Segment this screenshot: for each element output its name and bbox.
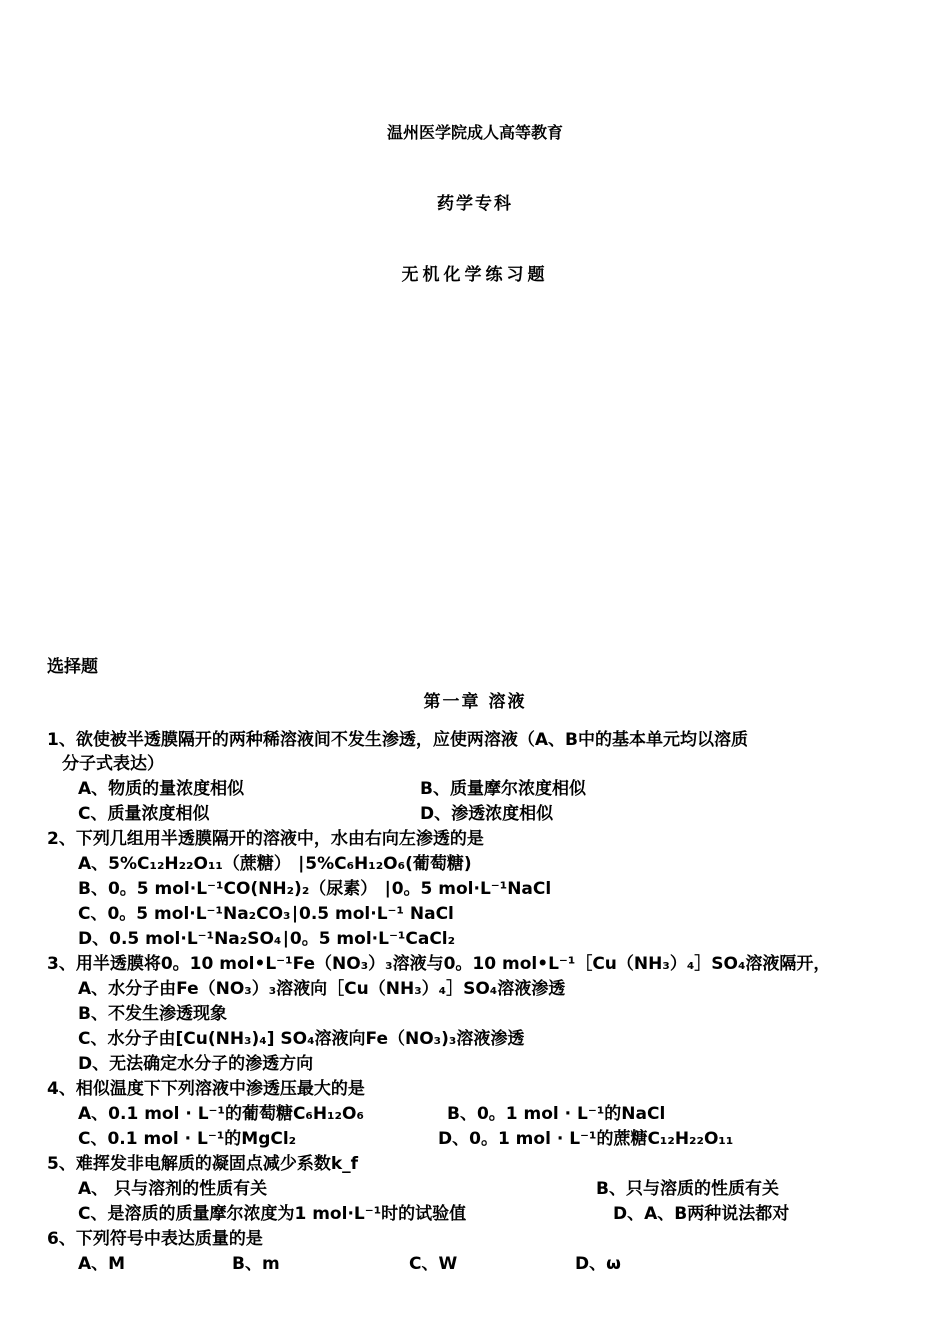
question-5-option-b: B、只与溶质的性质有关 (596, 1179, 779, 1199)
question-1-option-c: C、质量浓度相似 (78, 804, 210, 824)
question-6-option-a: A、M (78, 1254, 126, 1274)
question-4-option-c: C、0.1 mol · L⁻¹的MgCl₂ (78, 1129, 297, 1149)
question-2-option-c: C、0。5 mol·L⁻¹Na₂CO₃∣0.5 mol·L⁻¹ NaCl (78, 904, 454, 924)
question-4-option-b: B、0。1 mol · L⁻¹的NaCl (447, 1104, 666, 1124)
question-4-option-d: D、0。1 mol · L⁻¹的蔗糖C₁₂H₂₂O₁₁ (438, 1129, 734, 1149)
question-3-option-d: D、无法确定水分子的渗透方向 (78, 1054, 314, 1074)
question-5-option-d: D、A、B两种说法都对 (613, 1204, 790, 1224)
question-3-option-b: B、不发生渗透现象 (78, 1004, 227, 1024)
question-3-option-a: A、水分子由Fe（NO₃）₃溶液向［Cu（NH₃）₄］SO₄溶液渗透 (78, 979, 566, 999)
question-2-option-b: B、0。5 mol·L⁻¹CO(NH₂)₂（尿素） ∣0。5 mol·L⁻¹NaCl (78, 879, 552, 899)
question-4-stem: 4、相似温度下下列溶液中渗透压最大的是 (47, 1079, 365, 1099)
chapter-heading: 第一章 溶液 (423, 692, 527, 712)
question-1-option-d: D、渗透浓度相似 (420, 804, 554, 824)
question-4-option-a: A、0.1 mol · L⁻¹的葡萄糖C₆H₁₂O₆ (78, 1104, 364, 1124)
question-5-option-a: A、 只与溶剂的性质有关 (78, 1179, 268, 1199)
question-3-stem: 3、用半透膜将0。10 mol•L⁻¹Fe（NO₃）₃溶液与0。10 mol•L⁻¹［Cu（NH₃）₄］SO₄溶液隔开， (47, 954, 831, 974)
question-1-option-a: A、物质的量浓度相似 (78, 779, 245, 799)
section-heading: 选择题 (47, 657, 98, 677)
question-2-option-a: A、5%C₁₂H₂₂O₁₁（蔗糖） ∣5%C₆H₁₂O₆(葡萄糖) (78, 854, 472, 874)
major-title: 药学专科 (437, 194, 513, 214)
question-2-stem: 2、下列几组用半透膜隔开的溶液中，水由右向左渗透的是 (47, 829, 484, 849)
question-3-option-c: C、水分子由[Cu(NH₃)₄] SO₄溶液向Fe（NO₃)₃溶液渗透 (78, 1029, 525, 1049)
question-1-stem-cont: 分子式表达） (62, 754, 164, 774)
question-1-option-b: B、质量摩尔浓度相似 (420, 779, 586, 799)
question-6-option-c: C、W (409, 1254, 458, 1274)
question-5-option-c: C、是溶质的质量摩尔浓度为1 mol·L⁻¹时的试验值 (78, 1204, 467, 1224)
course-title: 无机化学练习题 (401, 265, 549, 285)
question-6-option-d: D、ω (575, 1254, 621, 1274)
question-2-option-d: D、0.5 mol·L⁻¹Na₂SO₄∣0。5 mol·L⁻¹CaCl₂ (78, 929, 456, 949)
question-6-option-b: B、m (232, 1254, 280, 1274)
question-5-stem: 5、难挥发非电解质的凝固点减少系数k_f (47, 1154, 359, 1174)
question-1-stem: 1、欲使被半透膜隔开的两种稀溶液间不发生渗透，应使两溶液（A、B中的基本单元均以溶质 (47, 730, 748, 750)
question-6-stem: 6、下列符号中表达质量的是 (47, 1229, 263, 1249)
institution-title: 温州医学院成人高等教育 (386, 123, 563, 142)
